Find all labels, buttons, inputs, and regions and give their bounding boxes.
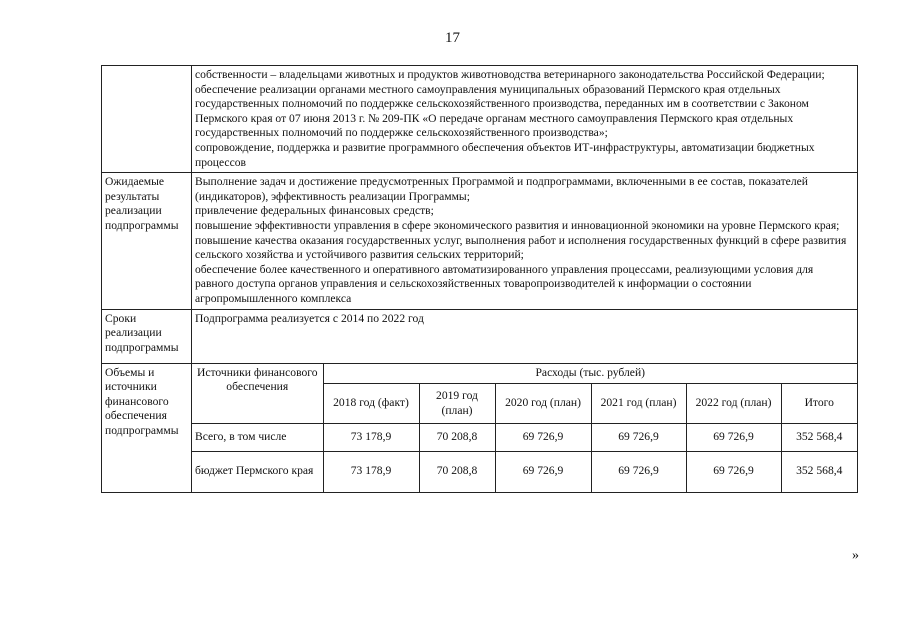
- row-content: [192, 309, 858, 363]
- value-cell: 69 726,9: [686, 424, 781, 452]
- value-cell: 69 726,9: [686, 452, 781, 492]
- text-line: повышение эффективности управления в сфере экономического развития и инновационной экономики на уровне Пермского края;: [195, 218, 840, 232]
- value-cell: 352 568,4: [781, 424, 857, 452]
- closing-quote: »: [852, 548, 859, 563]
- text-line: собственности – владельцами животных и продуктов животноводства ветеринарного законодательства Российской Федерации;: [195, 68, 825, 81]
- text-line: повышение качества оказания государственных услуг, выполнения работ и исполнения государственных функций в сфере развития сельского хозяйства и устойчивого развития сельских территорий;: [195, 233, 847, 262]
- value-cell: 70 208,8: [419, 452, 495, 492]
- table-row: [102, 66, 858, 173]
- row-label: Сроки реализации подпрограммы: [102, 309, 192, 363]
- page-number: 17: [445, 30, 460, 46]
- value-cell: 69 726,9: [591, 424, 686, 452]
- year-header: 2018 год (факт): [323, 384, 419, 424]
- table-row: [192, 452, 857, 492]
- text-line: обеспечение реализации органами местного самоуправления муниципальных образований Пермского края отдельных государственных полномочий по поддержке сельскохозяйственного производства, переданных им в соответствии с Законом Пермского края от 07 июня 2013 г. № 209-ПК «О передаче органам местного самоуправления Пермского края отдельных государственных полномочий по поддержке сельскохозяйственного производства»;: [195, 82, 809, 140]
- row-content: [192, 66, 858, 173]
- value-cell: 69 726,9: [591, 452, 686, 492]
- table-row: [192, 424, 857, 452]
- value-cell: 70 208,8: [419, 424, 495, 452]
- text-line: сопровождение, поддержка и развитие программного обеспечения объектов ИТ-инфраструктуры, автоматизации бюджетных процессов: [195, 140, 815, 169]
- value-cell: 73 178,9: [323, 452, 419, 492]
- row-label: Ожидаемые результаты реализации подпрограммы: [102, 173, 192, 309]
- value-cell: 73 178,9: [323, 424, 419, 452]
- source-label: бюджет Пермского края: [192, 452, 323, 492]
- table-row: [102, 309, 858, 363]
- financing-cell: [192, 363, 858, 492]
- text-line: привлечение федеральных финансовых средств;: [195, 204, 434, 218]
- total-header: Итого: [781, 384, 857, 424]
- row-content: [192, 173, 858, 309]
- value-cell: 69 726,9: [495, 452, 591, 492]
- table-row: [192, 364, 857, 384]
- text-line: Выполнение задач и достижение предусмотренных Программой и подпрограммами, включенными в ее состав, показателей (индикаторов), эффективность реализации Программы;: [195, 175, 808, 203]
- source-label: Всего, в том числе: [192, 424, 323, 452]
- financing-table: [192, 364, 857, 492]
- table-row: [102, 363, 858, 492]
- expenses-header: Расходы (тыс. рублей): [323, 364, 857, 384]
- table-row: [102, 173, 858, 309]
- row-label: Объемы и источники финансового обеспечения подпрограммы: [102, 363, 192, 492]
- year-header: 2022 год (план): [686, 384, 781, 424]
- text-line: Подпрограмма реализуется с 2014 по 2022 год: [195, 311, 424, 325]
- value-cell: 352 568,4: [781, 452, 857, 492]
- year-header: 2020 год (план): [495, 384, 591, 424]
- passport-table: [101, 65, 858, 493]
- year-header: 2019 год (план): [419, 384, 495, 424]
- year-header: 2021 год (план): [591, 384, 686, 424]
- row-label: [102, 66, 192, 173]
- text-line: обеспечение более качественного и оперативного автоматизированного управления процессами, реализующими условия для равного доступа органов управления и сельскохозяйственных товаропроизводителей к информации о состоянии агропромышленного комплекса: [195, 262, 814, 305]
- value-cell: 69 726,9: [495, 424, 591, 452]
- sources-header: Источники финансового обеспечения: [192, 364, 323, 424]
